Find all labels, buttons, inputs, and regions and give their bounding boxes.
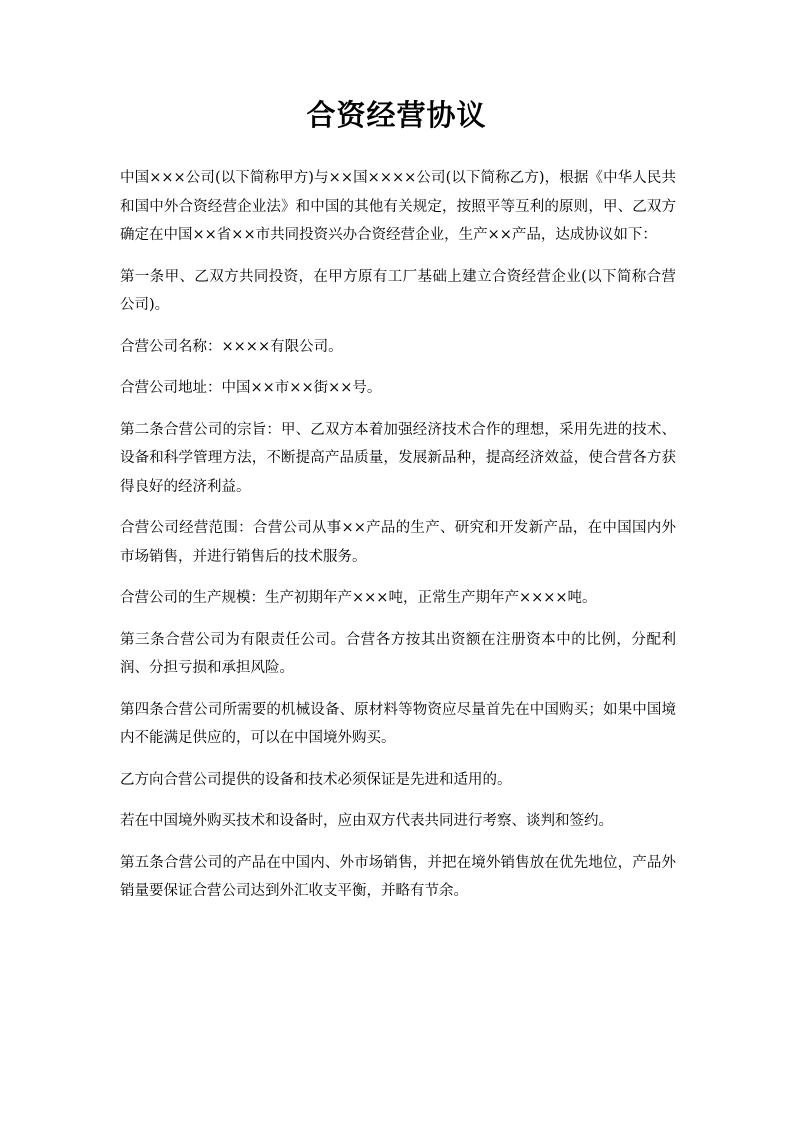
document-body <box>120 164 676 919</box>
paragraph-equipment-guarantee: 乙方向合营公司提供的设备和技术必须保证是先进和适用的。 <box>120 771 512 788</box>
paragraph-article-3: 第三条合营公司为有限责任公司。合营各方按其出资额在注册资本中的比例，分配利润、分担亏损和承担风险。 <box>120 631 676 676</box>
paragraph-article-1: 第一条甲、乙双方共同投资，在甲方原有工厂基础上建立合资经营企业(以下简称合营公司)。 <box>120 268 676 313</box>
document-title: 合资经营协议 <box>306 98 487 132</box>
paragraph-production-scale: 合营公司的生产规模：生产初期年产×××吨，正常生产期年产××××吨。 <box>120 590 597 606</box>
paragraph-article-4: 第四条合营公司所需要的机械设备、原材料等物资应尽量首先在中国购买；如果中国境内不能满足供应的，可以在中国境外购买。 <box>120 701 676 746</box>
paragraph-business-scope: 合营公司经营范围：合营公司从事××产品的生产、研究和开发新产品，在中国国内外市场销售，并进行销售后的技术服务。 <box>120 520 676 565</box>
paragraph-article-5: 第五条合营公司的产品在中国内、外市场销售，并把在境外销售放在优先地位，产品外销量要保证合营公司达到外汇收支平衡，并略有节余。 <box>120 854 676 899</box>
paragraph-article-2: 第二条合营公司的宗旨：甲、乙双方本着加强经济技术合作的理想，采用先进的技术、设备和科学管理方法，不断提高产品质量，发展新品种，提高经济效益，使合营各方获得良好的经济利益。 <box>120 421 676 495</box>
paragraph-company-name: 合营公司名称：××××有限公司。 <box>120 338 343 355</box>
paragraph-company-address: 合营公司地址：中国××市××街××号。 <box>120 380 382 396</box>
paragraph-preamble: 中国×××公司(以下简称甲方)与××国××××公司(以下简称乙方)，根据《中华人民共和国中外合资经营企业法》和中国的其他有关规定，按照平等互利的原则，甲、乙双方确定在中国××省××市共同投资兴办合资经营企业，生产××产品，达成协议如下： <box>120 170 676 243</box>
paragraph-foreign-purchase: 若在中国境外购买技术和设备时，应由双方代表共同进行考察、谈判和签约。 <box>120 813 613 829</box>
